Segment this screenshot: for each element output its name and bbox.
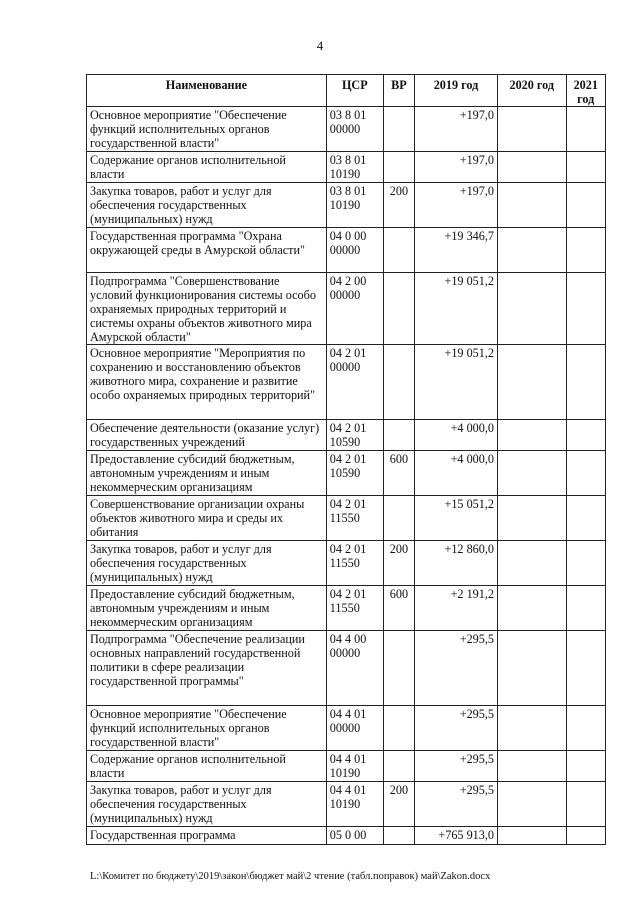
row-2019: +15 051,2 xyxy=(414,496,497,541)
row-vr xyxy=(383,228,414,273)
row-2019: +4 000,0 xyxy=(414,451,497,496)
row-2019: +295,5 xyxy=(414,706,497,751)
row-csr: 04 4 00 00000 xyxy=(326,631,383,706)
row-2021 xyxy=(566,782,606,827)
row-vr: 200 xyxy=(383,541,414,586)
row-name: Закупка товаров, работ и услуг для обеспечения государственных (муниципальных) нужд xyxy=(87,782,327,827)
table-row xyxy=(87,586,606,631)
row-name: Подпрограмма "Совершенствование условий функционирования системы особо охраняемых природных территорий и системы охраны объектов животного мира Амурской области" xyxy=(87,273,327,345)
row-name: Совершенствование организации охраны объектов животного мира и среды их обитания xyxy=(87,496,327,541)
row-vr: 600 xyxy=(383,586,414,631)
row-2020 xyxy=(498,107,567,152)
row-csr: 03 8 01 00000 xyxy=(326,107,383,152)
row-csr: 04 0 00 00000 xyxy=(326,228,383,273)
row-2021 xyxy=(566,541,606,586)
table-header-row xyxy=(87,75,606,107)
row-2021 xyxy=(566,451,606,496)
header-name: Наименование xyxy=(87,75,327,107)
row-2020 xyxy=(498,631,567,706)
row-name: Содержание органов исполнительной власти xyxy=(87,152,327,183)
row-name: Подпрограмма "Обеспечение реализации основных направлений государственной политики в сфере реализации государственной программы" xyxy=(87,631,327,706)
row-csr: 03 8 01 10190 xyxy=(326,152,383,183)
row-csr: 04 4 01 00000 xyxy=(326,706,383,751)
row-vr: 200 xyxy=(383,782,414,827)
row-2021 xyxy=(566,827,606,845)
header-2021: 2021 год xyxy=(566,75,606,107)
row-2021 xyxy=(566,751,606,782)
row-2019: +295,5 xyxy=(414,751,497,782)
header-2019: 2019 год xyxy=(414,75,497,107)
row-2020 xyxy=(498,228,567,273)
row-name: Основное мероприятие "Обеспечение функций исполнительных органов государственной власти" xyxy=(87,706,327,751)
row-vr: 200 xyxy=(383,183,414,228)
row-2020 xyxy=(498,273,567,345)
row-vr xyxy=(383,706,414,751)
table-row xyxy=(87,827,606,845)
header-2020: 2020 год xyxy=(498,75,567,107)
row-csr: 04 2 01 11550 xyxy=(326,541,383,586)
table-row xyxy=(87,183,606,228)
row-name: Обеспечение деятельности (оказание услуг) государственных учреждений xyxy=(87,420,327,451)
row-2019: +19 346,7 xyxy=(414,228,497,273)
row-2020 xyxy=(498,451,567,496)
row-name: Закупка товаров, работ и услуг для обеспечения государственных (муниципальных) нужд xyxy=(87,183,327,228)
table-row xyxy=(87,782,606,827)
row-name: Закупка товаров, работ и услуг для обеспечения государственных (муниципальных) нужд xyxy=(87,541,327,586)
table-row xyxy=(87,345,606,420)
row-2020 xyxy=(498,782,567,827)
row-2021 xyxy=(566,183,606,228)
row-csr: 04 4 01 10190 xyxy=(326,751,383,782)
row-2020 xyxy=(498,751,567,782)
row-2020 xyxy=(498,152,567,183)
table-row xyxy=(87,496,606,541)
row-csr: 03 8 01 10190 xyxy=(326,183,383,228)
table-row xyxy=(87,228,606,273)
row-csr: 04 2 01 11550 xyxy=(326,586,383,631)
row-2020 xyxy=(498,183,567,228)
row-2021 xyxy=(566,152,606,183)
row-name: Государственная программа xyxy=(87,827,327,845)
row-name: Предоставление субсидий бюджетным, автономным учреждениям и иным некоммерческим организациям xyxy=(87,451,327,496)
row-2019: +19 051,2 xyxy=(414,345,497,420)
row-2019: +197,0 xyxy=(414,183,497,228)
row-2019: +2 191,2 xyxy=(414,586,497,631)
row-2021 xyxy=(566,107,606,152)
row-2020 xyxy=(498,496,567,541)
row-vr xyxy=(383,496,414,541)
table-row xyxy=(87,751,606,782)
row-2021 xyxy=(566,228,606,273)
row-name: Государственная программа "Охрана окружающей среды в Амурской области" xyxy=(87,228,327,273)
row-vr xyxy=(383,345,414,420)
row-name: Содержание органов исполнительной власти xyxy=(87,751,327,782)
page-number: 4 xyxy=(316,38,324,53)
row-vr xyxy=(383,827,414,845)
row-csr: 05 0 00 xyxy=(326,827,383,845)
row-2020 xyxy=(498,420,567,451)
row-vr xyxy=(383,107,414,152)
row-2021 xyxy=(566,420,606,451)
row-2021 xyxy=(566,345,606,420)
row-vr xyxy=(383,631,414,706)
row-2021 xyxy=(566,496,606,541)
table-row xyxy=(87,152,606,183)
row-2021 xyxy=(566,273,606,345)
row-2020 xyxy=(498,541,567,586)
table-row xyxy=(87,273,606,345)
row-2019: +765 913,0 xyxy=(414,827,497,845)
file-path-footer: L:\Комитет по бюджету\2019\закон\бюджет май\2 чтение (табл.поправок) май\Zakon.docx xyxy=(90,871,491,882)
row-vr xyxy=(383,273,414,345)
row-2019: +197,0 xyxy=(414,107,497,152)
row-name: Основное мероприятие "Мероприятия по сохранению и восстановлению объектов животного мира, сохранение и развитие особо охраняемых природных территорий" xyxy=(87,345,327,420)
row-2021 xyxy=(566,586,606,631)
row-csr: 04 4 01 10190 xyxy=(326,782,383,827)
row-2019: +197,0 xyxy=(414,152,497,183)
table-row xyxy=(87,451,606,496)
row-csr: 04 2 01 11550 xyxy=(326,496,383,541)
row-csr: 04 2 01 10590 xyxy=(326,451,383,496)
row-2019: +295,5 xyxy=(414,631,497,706)
row-2021 xyxy=(566,631,606,706)
row-name: Основное мероприятие "Обеспечение функций исполнительных органов государственной власти" xyxy=(87,107,327,152)
row-vr xyxy=(383,420,414,451)
header-csr: ЦСР xyxy=(326,75,383,107)
table-row xyxy=(87,107,606,152)
header-vr: ВР xyxy=(383,75,414,107)
row-csr: 04 2 00 00000 xyxy=(326,273,383,345)
row-2020 xyxy=(498,586,567,631)
table-row xyxy=(87,706,606,751)
row-2019: +19 051,2 xyxy=(414,273,497,345)
row-2020 xyxy=(498,827,567,845)
row-vr xyxy=(383,152,414,183)
table-row xyxy=(87,420,606,451)
row-2019: +4 000,0 xyxy=(414,420,497,451)
row-2021 xyxy=(566,706,606,751)
row-2020 xyxy=(498,706,567,751)
row-2019: +295,5 xyxy=(414,782,497,827)
table-row xyxy=(87,541,606,586)
row-2020 xyxy=(498,345,567,420)
row-csr: 04 2 01 00000 xyxy=(326,345,383,420)
row-2019: +12 860,0 xyxy=(414,541,497,586)
budget-table xyxy=(86,74,606,845)
row-vr: 600 xyxy=(383,451,414,496)
row-name: Предоставление субсидий бюджетным, автономным учреждениям и иным некоммерческим организациям xyxy=(87,586,327,631)
row-csr: 04 2 01 10590 xyxy=(326,420,383,451)
table-row xyxy=(87,631,606,706)
row-vr xyxy=(383,751,414,782)
